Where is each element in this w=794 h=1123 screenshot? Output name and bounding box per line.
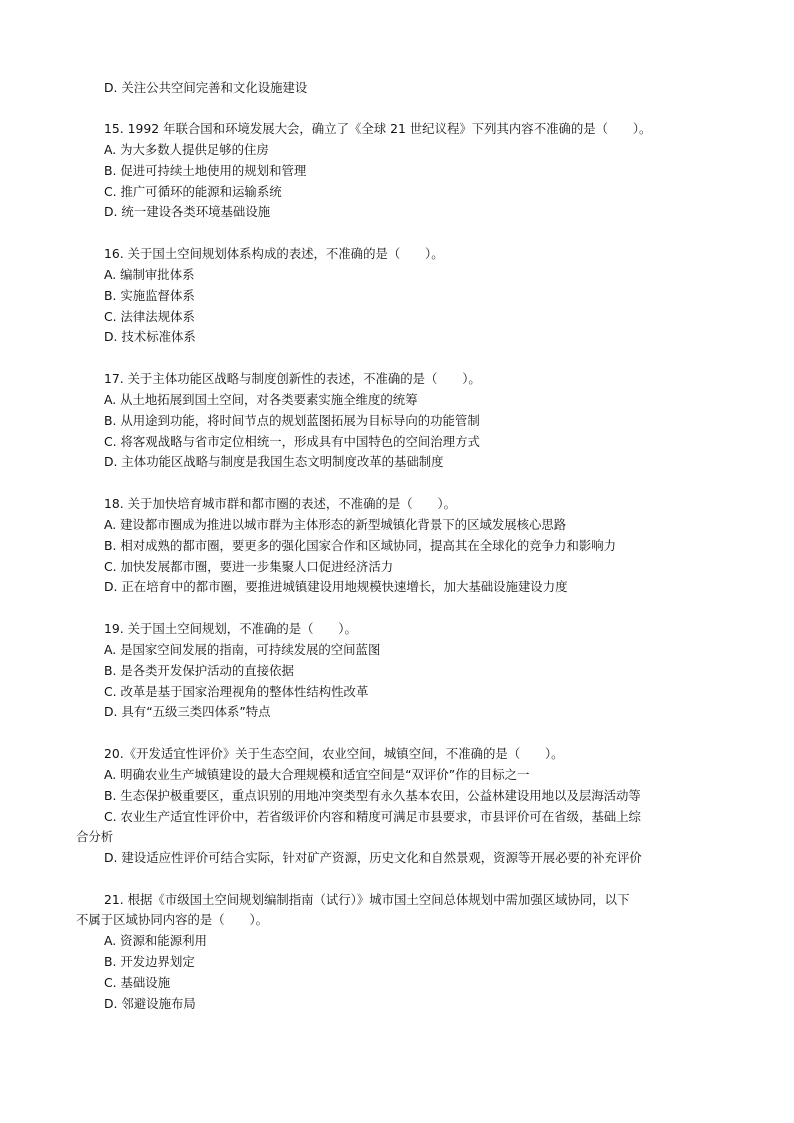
- q17-stem: 17. 关于主体功能区战略与制度创新性的表述，不准确的是（ ）。: [104, 371, 481, 386]
- q19-option-d: D. 具有“五级三类四体系”特点: [104, 704, 271, 719]
- q17-option-b: B. 从用途到功能，将时间节点的规划蓝图拓展为目标导向的功能管制: [104, 413, 480, 428]
- q20-stem: 20.《开发适宜性评价》关于生态空间，农业空间，城镇空间，不准确的是（ ）。: [104, 746, 564, 761]
- q16-option-c: C. 法律法规体系: [104, 309, 195, 324]
- q16-option-d: D. 技术标准体系: [104, 329, 196, 344]
- q20-option-d: D. 建设适应性评价可结合实际，针对矿产资源，历史文化和自然景观，资源等开展必要的补充评价: [104, 850, 642, 865]
- q20-option-a: A. 明确农业生产城镇建设的最大合理规模和适宜空间是“双评价”作的目标之一: [104, 767, 530, 782]
- q15-option-a: A. 为大多数人提供足够的住房: [104, 142, 269, 157]
- q19-option-b: B. 是各类开发保护活动的直接依据: [104, 663, 294, 678]
- q16-option-b: B. 实施监督体系: [104, 288, 195, 303]
- q17-option-a: A. 从土地拓展到国土空间，对各类要素实施全维度的统筹: [104, 392, 418, 407]
- q18-option-c: C. 加快发展都市圈，要进一步集聚人口促进经济活力: [104, 559, 394, 574]
- q19-stem: 19. 关于国土空间规划，不准确的是（ ）。: [104, 621, 357, 636]
- q21-option-b: B. 开发边界划定: [104, 954, 195, 969]
- q14-option-d: D. 关注公共空间完善和文化设施建设: [104, 80, 308, 95]
- q18-stem: 18. 关于加快培育城市群和都市圈的表述，不准确的是（ ）。: [104, 496, 456, 511]
- q20-option-c: C. 农业生产适宜性评价中，若省级评价内容和精度可满足市县要求，市县评价可在省级，基础上综: [104, 809, 641, 824]
- q18-option-b: B. 相对成熟的都市圈，要更多的强化国家合作和区域协同，提高其在全球化的竞争力和影响力: [104, 538, 617, 553]
- q17-option-c: C. 将客观战略与省市定位相统一，形成具有中国特色的空间治理方式: [104, 434, 480, 449]
- q21-option-c: C. 基础设施: [104, 975, 171, 990]
- q15-option-d: D. 统一建设各类环境基础设施: [104, 204, 271, 219]
- q18-option-a: A. 建设都市圈成为推进以城市群为主体形态的新型城镇化背景下的区域发展核心思路: [104, 517, 567, 532]
- q21-stem: 21. 根据《市级国土空间规划编制指南（试行）》城市国土空间总体规划中需加强区域协同，以下: [104, 892, 630, 907]
- q21-option-a: A. 资源和能源利用: [104, 933, 207, 948]
- q16-stem: 16. 关于国土空间规划体系构成的表述，不准确的是（ ）。: [104, 246, 444, 261]
- q20-option-c-continued: 合分析: [76, 829, 114, 844]
- q20-option-b: B. 生态保护极重要区，重点识别的用地冲突类型有永久基本农田，公益林建设用地以及层海活动等: [104, 788, 641, 803]
- q21-option-d: D. 邻避设施布局: [104, 996, 196, 1011]
- q15-option-b: B. 促进可持续土地使用的规划和管理: [104, 163, 307, 178]
- q15-stem: 15. 1992 年联合国和环境发展大会，确立了《全球 21 世纪议程》下列其内容不准确的是（ ）。: [104, 121, 652, 136]
- q17-option-d: D. 主体功能区战略与制度是我国生态文明制度改革的基础制度: [104, 454, 444, 469]
- q18-option-d: D. 正在培育中的都市圈，要推进城镇建设用地规模快速增长，加大基础设施建设力度: [104, 579, 568, 594]
- q21-stem-continued: 不属于区域协同内容的是（ ）。: [76, 912, 269, 927]
- q16-option-a: A. 编制审批体系: [104, 267, 195, 282]
- q15-option-c: C. 推广可循环的能源和运输系统: [104, 184, 282, 199]
- q19-option-a: A. 是国家空间发展的指南，可持续发展的空间蓝图: [104, 642, 381, 657]
- q19-option-c: C. 改革是基于国家治理视角的整体性结构性改革: [104, 684, 369, 699]
